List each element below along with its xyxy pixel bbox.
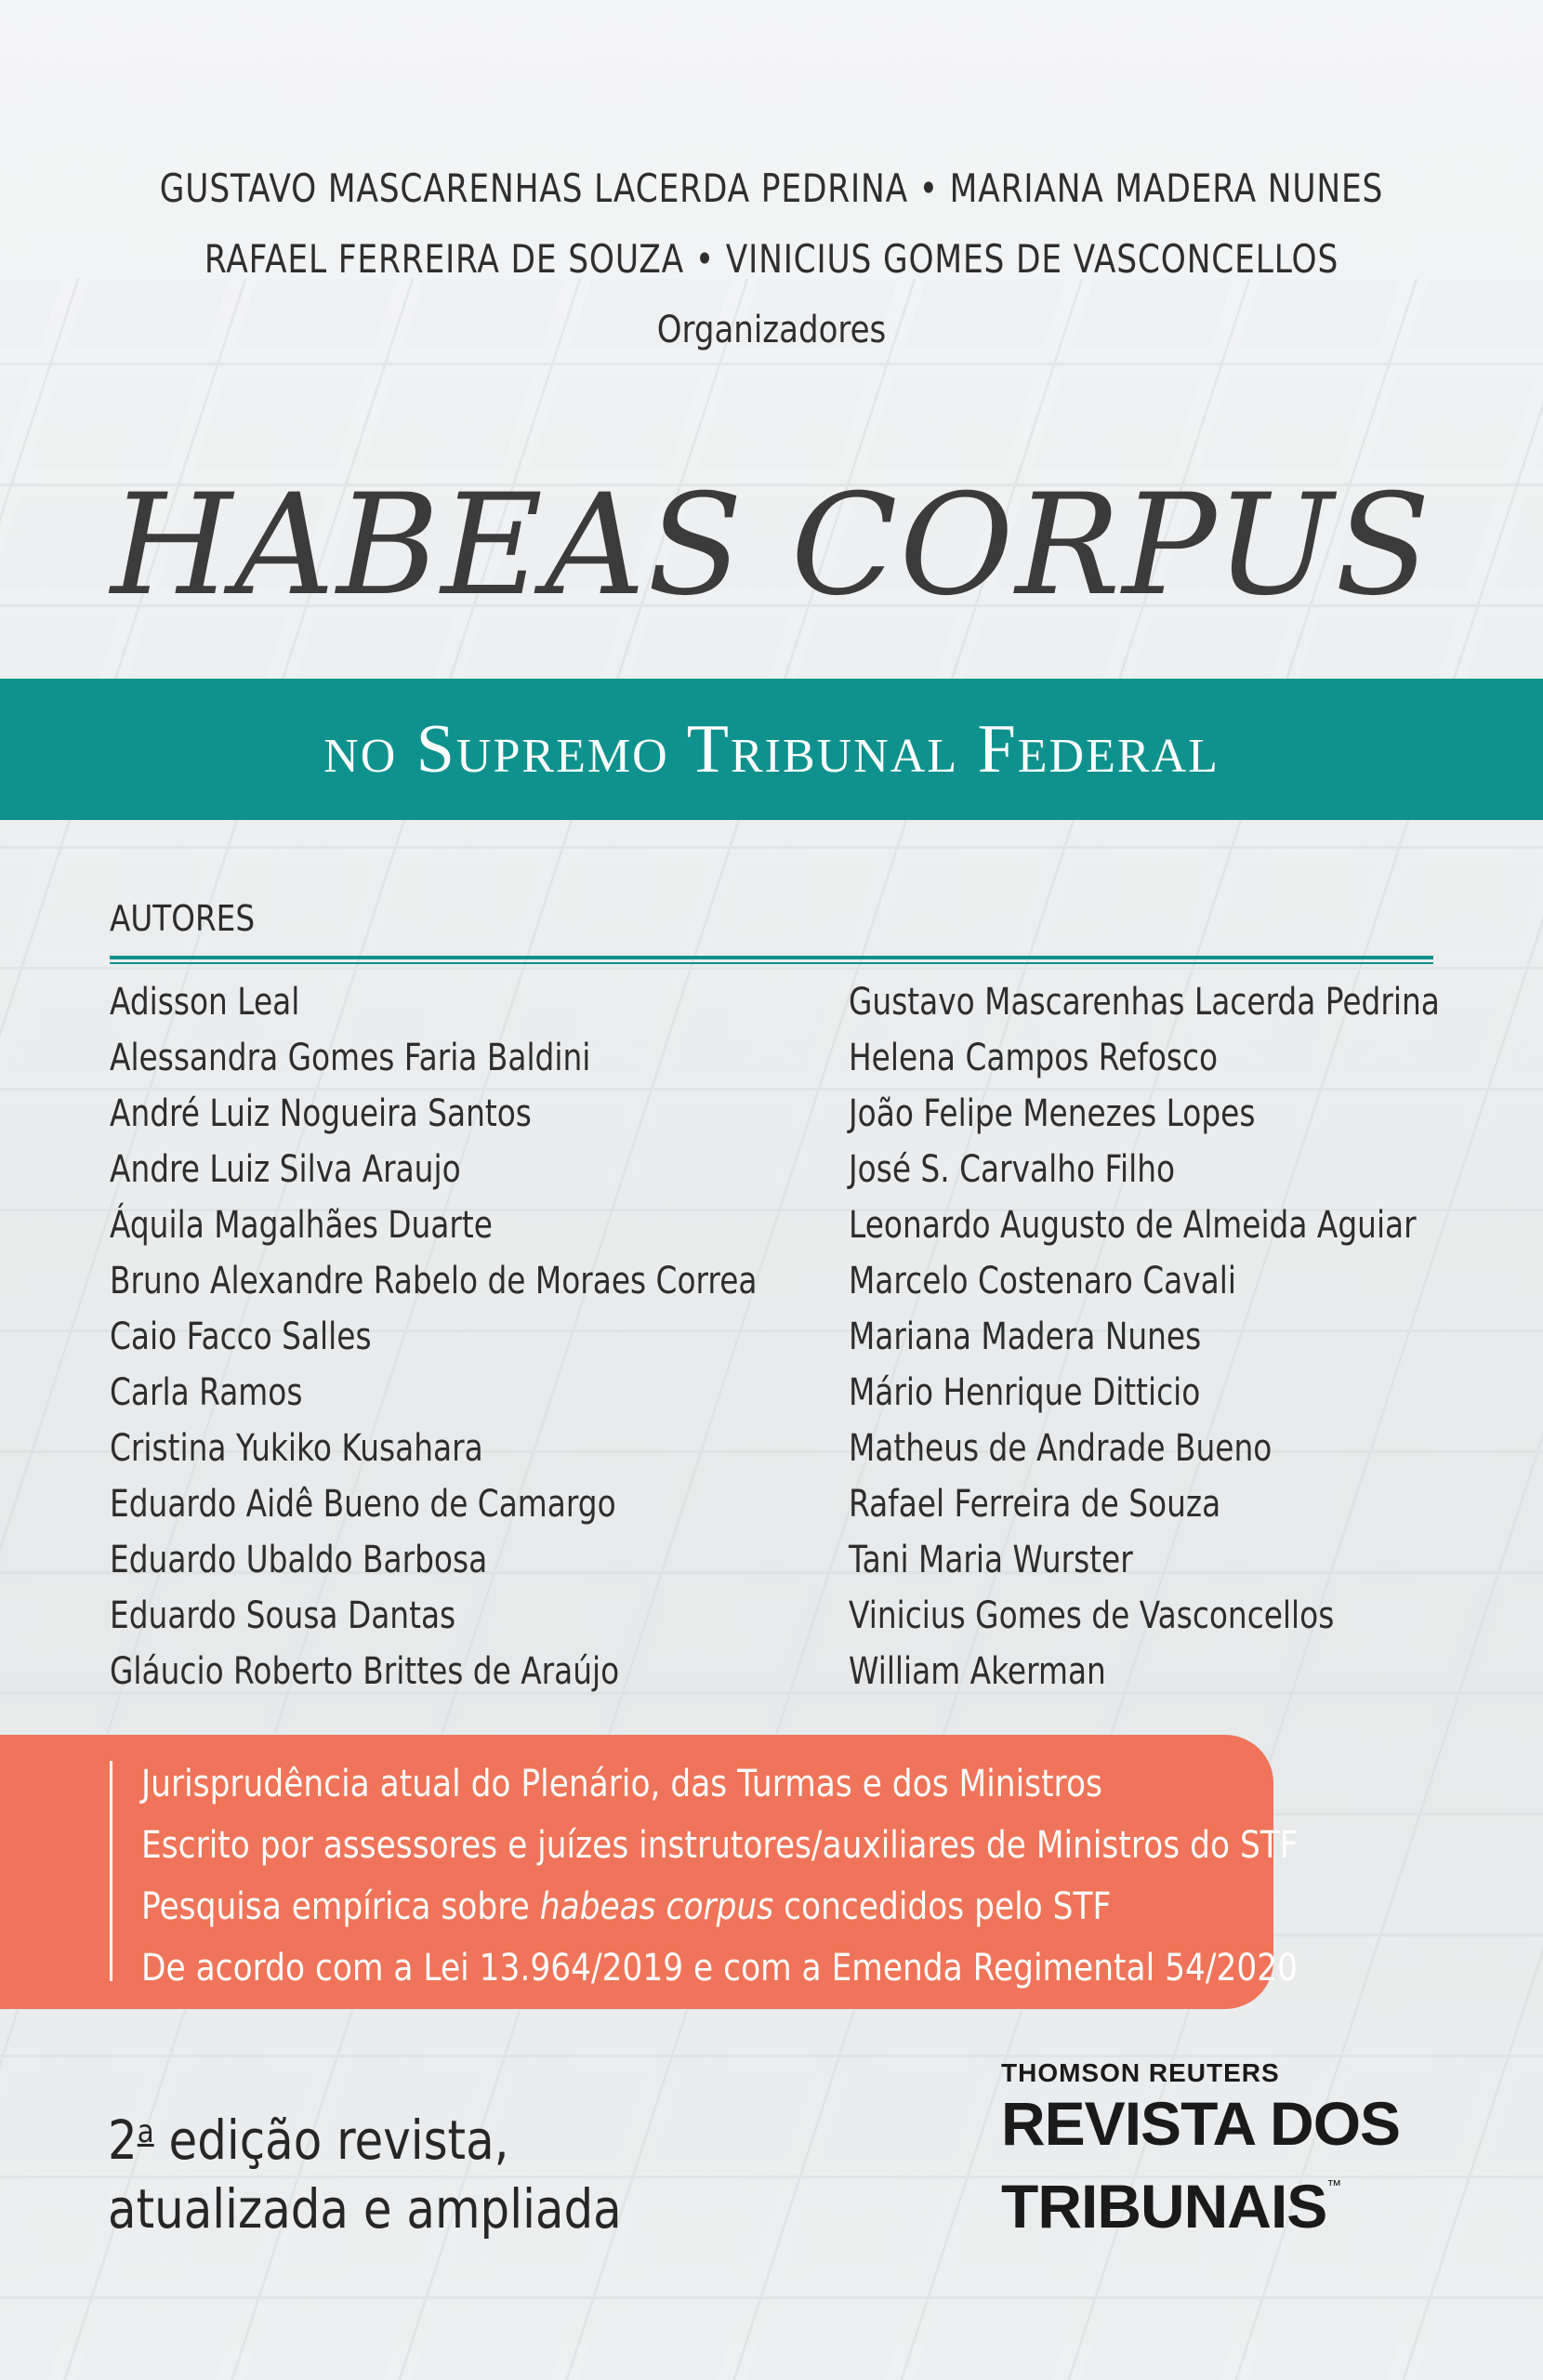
feature-item: Escrito por assessores e juízes instrutores/auxiliares de Ministros do STF xyxy=(141,1824,1299,1867)
authors-column-2 xyxy=(849,974,1543,1699)
author-name: Marcelo Costenaro Cavali xyxy=(849,1260,1236,1302)
subtitle-band xyxy=(0,679,1543,820)
author-name: Eduardo Sousa Dantas xyxy=(110,1594,456,1637)
author-name: Adisson Leal xyxy=(110,981,300,1024)
author-name: Cristina Yukiko Kusahara xyxy=(110,1427,483,1470)
author-name: Rafael Ferreira de Souza xyxy=(849,1483,1221,1526)
organizer-name: RAFAEL FERREIRA DE SOUZA xyxy=(204,236,685,282)
book-title: HABEAS CORPUS xyxy=(111,465,1432,627)
author-name: Gustavo Mascarenhas Lacerda Pedrina xyxy=(849,981,1440,1024)
author-name: Áquila Magalhães Duarte xyxy=(110,1204,493,1247)
authors-divider xyxy=(110,956,1433,959)
edition-line-1 xyxy=(108,2097,622,2175)
organizers-line-2 xyxy=(138,224,1404,295)
organizers-block xyxy=(0,153,1543,365)
publisher-name-line-2: TRIBUNAIS xyxy=(1001,2172,1327,2241)
organizer-name: VINICIUS GOMES DE VASCONCELLOS xyxy=(725,236,1339,282)
author-name: Mário Henrique Ditticio xyxy=(849,1371,1201,1414)
organizers-line-1 xyxy=(138,153,1404,224)
publisher-logo xyxy=(1001,2055,1401,2241)
author-name: Vinicius Gomes de Vasconcellos xyxy=(849,1594,1335,1637)
feature-item xyxy=(141,1876,1299,1937)
author-name: Andre Luiz Silva Araujo xyxy=(110,1148,461,1191)
publisher-name-line-1: REVISTA DOS xyxy=(1001,2089,1401,2158)
edition-line-2: atualizada e ampliada xyxy=(108,2177,622,2241)
feature-italic-text: habeas corpus xyxy=(539,1885,774,1928)
author-name: Alessandra Gomes Faria Baldini xyxy=(110,1037,591,1079)
author-name: Carla Ramos xyxy=(110,1371,303,1414)
features-accent-bar xyxy=(110,1761,112,1981)
author-name: Eduardo Aidê Bueno de Camargo xyxy=(110,1483,616,1526)
author-name: João Felipe Menezes Lopes xyxy=(849,1092,1256,1135)
organizers-caption: Organizadores xyxy=(656,309,887,351)
edition-info xyxy=(108,2097,622,2243)
separator-dot: • xyxy=(918,165,939,211)
feature-text: Pesquisa empírica sobre xyxy=(141,1885,540,1928)
author-name: Tani Maria Wurster xyxy=(849,1539,1133,1581)
author-name: Gláucio Roberto Brittes de Araújo xyxy=(110,1650,620,1693)
edition-ordinal: a xyxy=(137,2113,154,2150)
author-name: William Akerman xyxy=(849,1650,1106,1693)
publisher-name-line-2-wrap xyxy=(1001,2155,1400,2241)
author-name: Matheus de Andrade Bueno xyxy=(849,1427,1273,1470)
trademark-symbol: ™ xyxy=(1326,2178,1341,2194)
author-name: Eduardo Ubaldo Barbosa xyxy=(110,1539,488,1581)
organizer-name: GUSTAVO MASCARENHAS LACERDA PEDRINA xyxy=(159,165,908,211)
author-name: Mariana Madera Nunes xyxy=(849,1316,1202,1358)
author-name: Helena Campos Refosco xyxy=(849,1037,1219,1079)
features-list xyxy=(141,1753,1486,1999)
author-name: José S. Carvalho Filho xyxy=(849,1148,1176,1191)
feature-item: Jurisprudência atual do Plenário, das Turmas e dos Ministros xyxy=(141,1763,1102,1805)
separator-dot: • xyxy=(694,236,715,282)
edition-number: 2 xyxy=(108,2109,138,2172)
features-box xyxy=(0,1735,1299,2009)
feature-item: De acordo com a Lei 13.964/2019 e com a Emenda Regimental 54/2020 xyxy=(141,1947,1299,1990)
book-subtitle: no Supremo Tribunal Federal xyxy=(323,710,1220,787)
author-name: Caio Facco Salles xyxy=(110,1316,372,1358)
feature-text: concedidos pelo STF xyxy=(773,1885,1112,1928)
authors-divider-thin xyxy=(110,962,1433,964)
author-name: Leonardo Augusto de Almeida Aguiar xyxy=(849,1204,1417,1247)
publisher-parent: THOMSON REUTERS xyxy=(1001,2058,1280,2087)
authors-heading: AUTORES xyxy=(110,898,256,939)
author-name: Bruno Alexandre Rabelo de Moraes Correa xyxy=(110,1260,758,1302)
edition-text: edição revista, xyxy=(153,2109,509,2172)
authors-column-1 xyxy=(110,974,899,1699)
author-name: André Luiz Nogueira Santos xyxy=(110,1092,532,1135)
organizer-name: MARIANA MADERA NUNES xyxy=(949,165,1384,211)
